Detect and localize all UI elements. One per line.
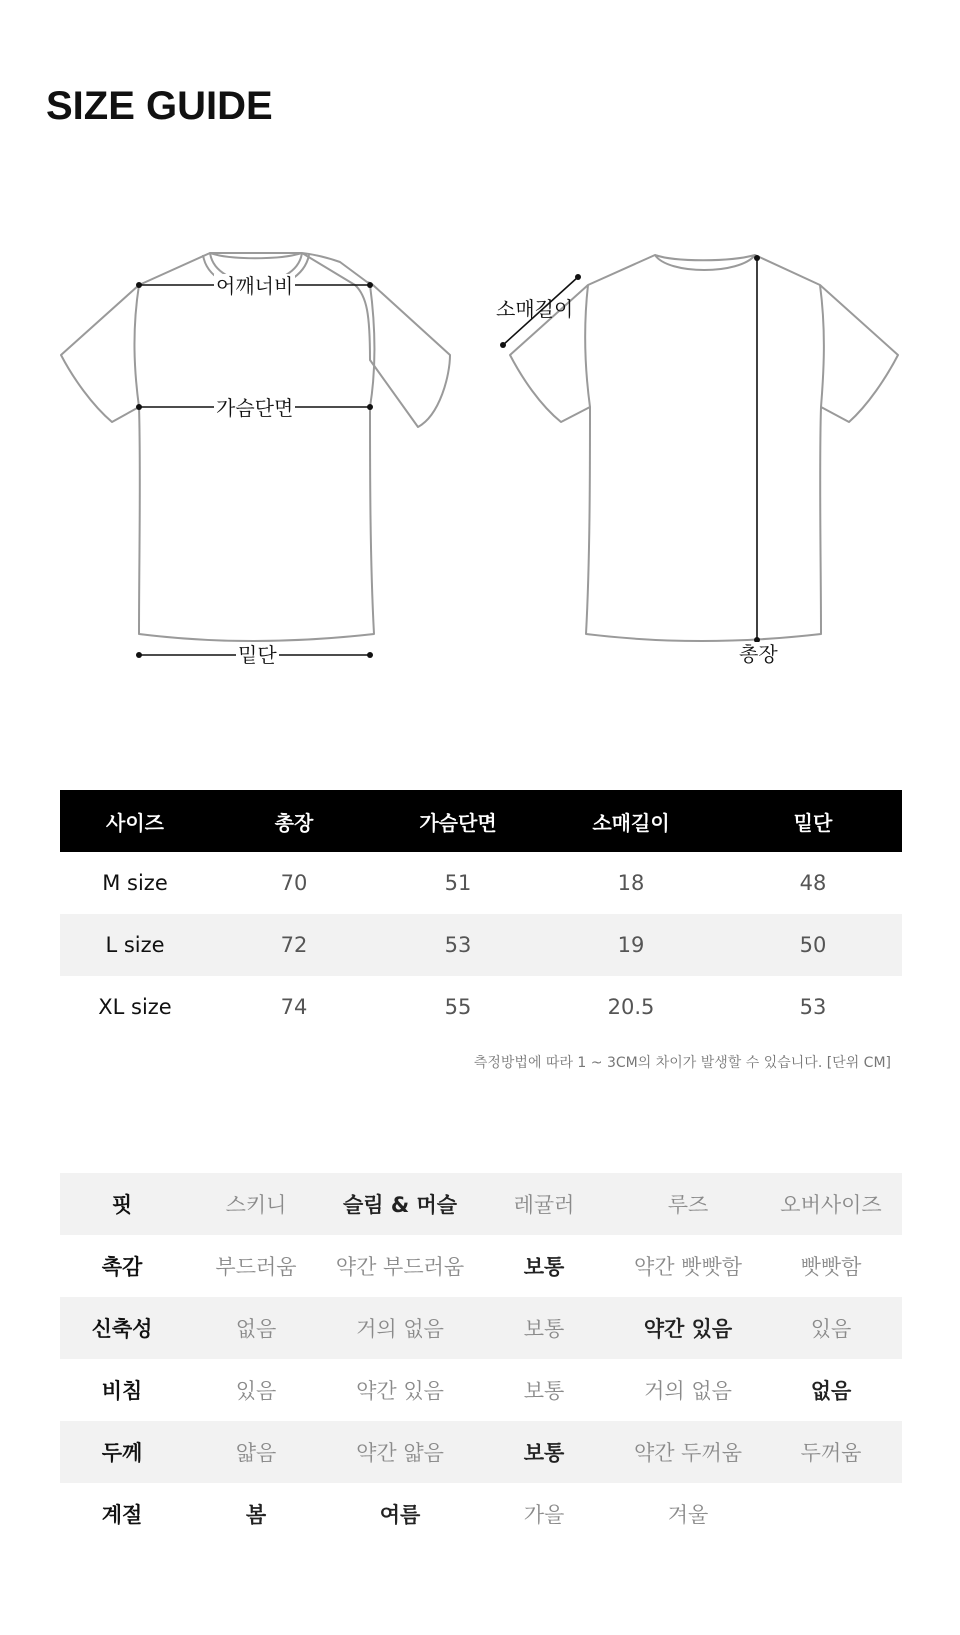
attribute-option: 거의 없음	[644, 1379, 732, 1403]
attribute-option: 거의 없음	[328, 1297, 472, 1359]
attribute-name: 계절	[101, 1503, 143, 1527]
attribute-row	[60, 1483, 902, 1545]
attribute-option: 약간 얇음	[328, 1421, 472, 1483]
attribute-option: 있음	[760, 1297, 902, 1359]
attribute-row	[60, 1297, 902, 1359]
size-name-cell: XL size	[98, 995, 172, 1019]
header-sleeve-length: 소매길이	[538, 790, 724, 852]
label-hem-width: 밑단	[238, 643, 277, 667]
attribute-option: 봄	[245, 1503, 267, 1527]
label-chest-width: 가슴단면	[216, 396, 294, 420]
attribute-option: 스키니	[184, 1173, 328, 1235]
attribute-option: 오버사이즈	[760, 1173, 902, 1235]
attribute-option: 없음	[810, 1379, 852, 1403]
attribute-row	[60, 1359, 902, 1421]
table-row	[60, 914, 902, 976]
label-total-length: 총장	[739, 642, 778, 666]
table-cell: 19	[538, 914, 724, 976]
attribute-option: 약간 부드러움	[335, 1255, 465, 1279]
attribute-option: 약간 있음	[356, 1379, 444, 1403]
table-cell: 51	[444, 871, 472, 895]
attribute-option: 보통	[523, 1255, 565, 1279]
attribute-option: 보통	[472, 1297, 616, 1359]
table-cell: 72	[210, 914, 378, 976]
attribute-option: 보통	[472, 1421, 616, 1483]
attribute-row	[60, 1421, 902, 1483]
attribute-option	[760, 1483, 902, 1545]
header-hem-width: 밑단	[724, 790, 902, 852]
attribute-option: 겨울	[667, 1503, 709, 1527]
attribute-option: 레귤러	[472, 1173, 616, 1235]
attribute-name: 핏	[60, 1173, 184, 1235]
attribute-option: 보통	[523, 1379, 565, 1403]
table-cell: 48	[799, 871, 827, 895]
tshirt-illustration	[0, 0, 960, 720]
measure-dots	[136, 255, 760, 658]
attribute-option: 가을	[523, 1503, 565, 1527]
table-cell: 70	[280, 871, 308, 895]
front-tshirt-outline	[61, 253, 450, 641]
label-shoulder-width: 어깨너비	[216, 274, 294, 298]
table-cell: 18	[617, 871, 645, 895]
table-cell: 74	[280, 995, 308, 1019]
attribute-option: 루즈	[616, 1173, 760, 1235]
table-cell: 55	[444, 995, 472, 1019]
attribute-name: 촉감	[101, 1255, 143, 1279]
attribute-option: 부드러움	[215, 1255, 297, 1279]
table-cell: 20.5	[607, 995, 655, 1019]
attribute-option: 없음	[184, 1297, 328, 1359]
attribute-option: 두꺼움	[760, 1421, 902, 1483]
attribute-row	[60, 1173, 902, 1235]
measure-lines	[139, 258, 757, 655]
size-name-cell: M size	[102, 871, 168, 895]
table-row	[60, 852, 902, 914]
page-title: SIZE GUIDE	[46, 84, 273, 128]
table-row	[60, 976, 902, 1038]
attribute-name: 두께	[60, 1421, 184, 1483]
attribute-name: 비침	[101, 1379, 143, 1403]
attribute-option: 약간 있음	[616, 1297, 760, 1359]
size-table	[60, 790, 902, 1038]
table-cell: 50	[724, 914, 902, 976]
label-sleeve-length: 소매길이	[496, 297, 574, 321]
size-table-header	[60, 790, 902, 852]
table-cell: 53	[378, 914, 538, 976]
attribute-option: 약간 빳빳함	[633, 1255, 743, 1279]
header-total-length: 총장	[210, 790, 378, 852]
header-chest-width: 가슴단면	[378, 790, 538, 852]
attribute-option: 얇음	[184, 1421, 328, 1483]
attribute-option: 빳빳함	[800, 1255, 862, 1279]
attribute-row	[60, 1235, 902, 1297]
attribute-option: 슬림 & 머슬	[328, 1173, 472, 1235]
attribute-option: 있음	[235, 1379, 277, 1403]
attribute-name: 신축성	[60, 1297, 184, 1359]
size-name-cell: L size	[60, 914, 210, 976]
attribute-table	[60, 1173, 902, 1545]
measurement-note: 측정방법에 따라 1 ~ 3CM의 차이가 발생할 수 있습니다. [단위 CM]	[473, 1055, 891, 1071]
table-cell: 53	[799, 995, 827, 1019]
attribute-option: 여름	[379, 1503, 421, 1527]
header-size: 사이즈	[60, 790, 210, 852]
attribute-option: 약간 두꺼움	[616, 1421, 760, 1483]
garment-diagram	[0, 0, 960, 720]
